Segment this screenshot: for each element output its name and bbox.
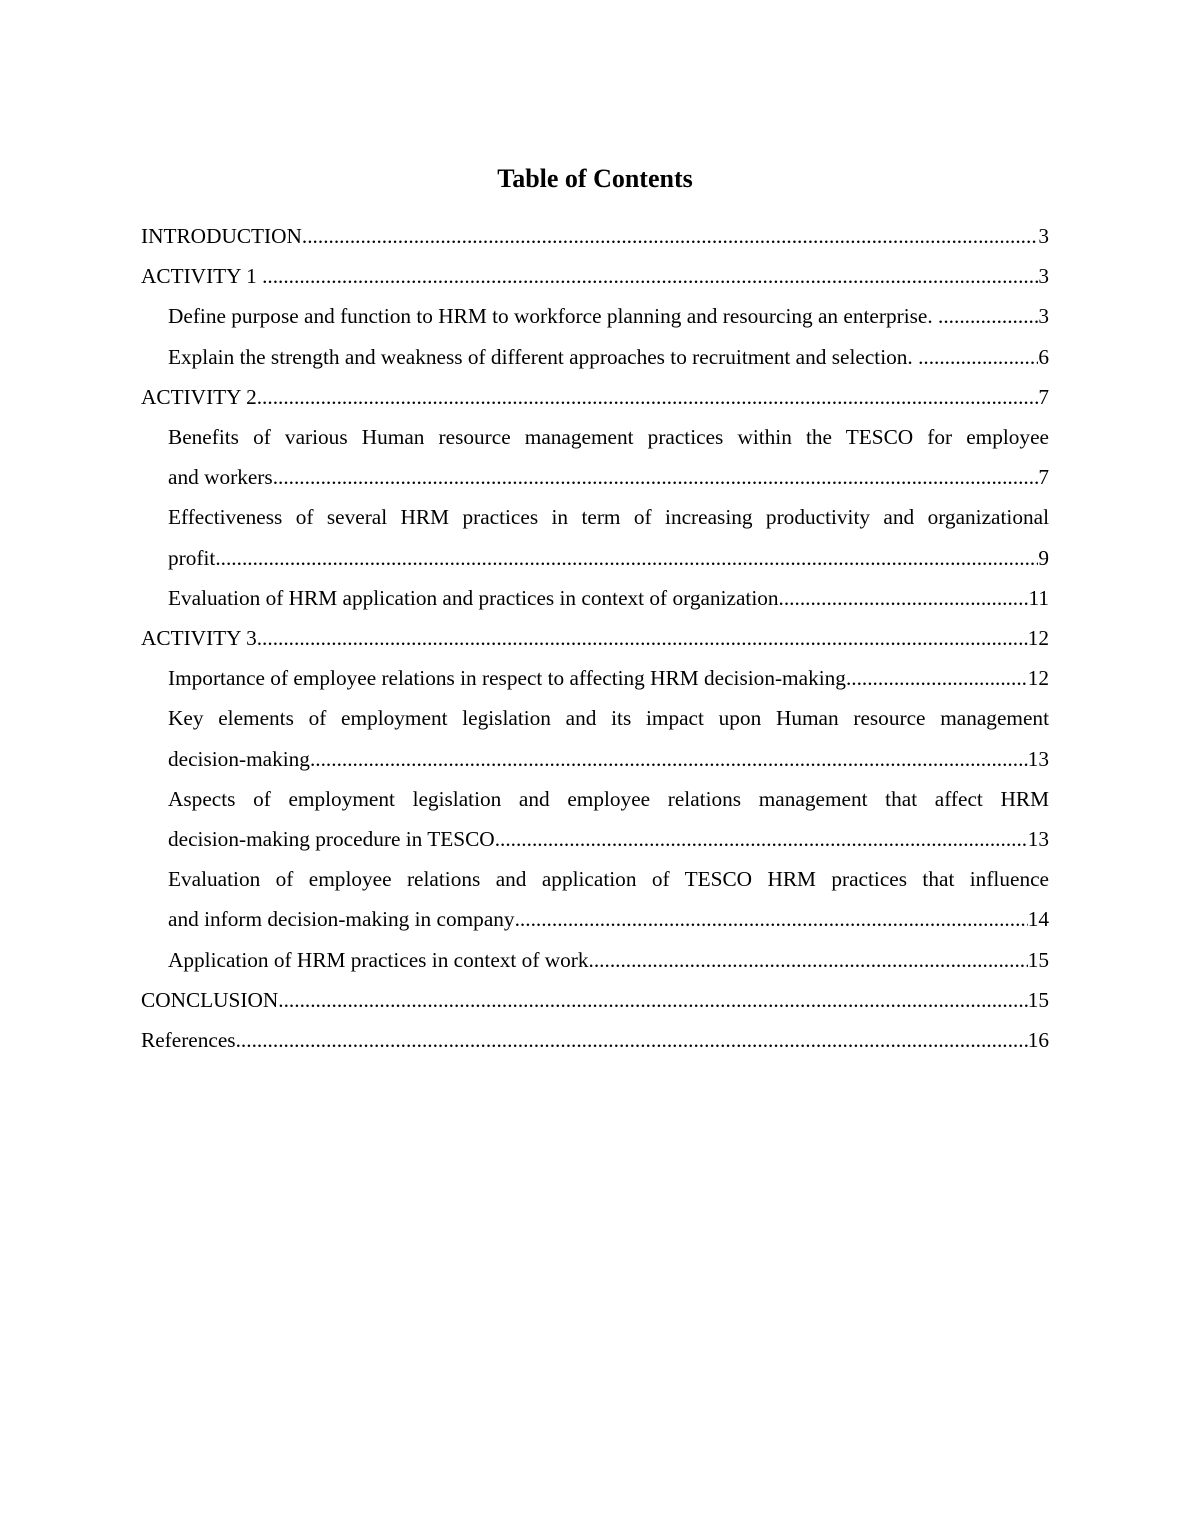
dot-leader [779, 578, 1029, 618]
dot-leader [257, 377, 1039, 417]
toc-entry-label: References [141, 1028, 236, 1053]
toc-page-number: 15 [1027, 987, 1049, 1012]
toc-entry-label: Importance of employee relations in respect to affecting HRM decision-making [168, 666, 846, 691]
toc-entry-activity-2[interactable] [141, 377, 1049, 417]
dot-leader [918, 337, 1038, 377]
toc-entry-label-line-2: and workers [168, 465, 273, 490]
dot-leader [236, 1020, 1028, 1060]
toc-entry-conclusion[interactable] [141, 980, 1049, 1020]
dot-leader [257, 618, 1028, 658]
toc-entry-label: Evaluation of HRM application and practices in context of organization [168, 585, 779, 610]
dot-leader [515, 899, 1028, 939]
toc-entry-evaluation-hrm-application[interactable] [168, 578, 1049, 618]
dot-leader [495, 819, 1028, 859]
toc-page-number: 13 [1027, 827, 1049, 852]
toc-entry-define-purpose[interactable] [168, 296, 1049, 336]
dot-leader [589, 940, 1028, 980]
toc-entry-label-line-1: Key elements of employment legislation and its impact upon Human resource management [168, 706, 1049, 731]
toc-entry-application-hrm[interactable] [168, 940, 1049, 980]
toc-entry-importance-employee-relations[interactable] [168, 658, 1049, 698]
dot-leader [302, 216, 1038, 256]
toc-entry-label-line-1: Benefits of various Human resource management practices within the TESCO for employee [168, 425, 1049, 450]
toc-entry-activity-3[interactable] [141, 618, 1049, 658]
toc-entry-evaluation-employee-relations[interactable] [168, 859, 1049, 939]
toc-entry-label-line-2: decision-making procedure in TESCO [168, 827, 495, 852]
toc-page-number: 11 [1028, 585, 1049, 610]
toc-entry-label-line-1: Evaluation of employee relations and application of TESCO HRM practices that influence [168, 867, 1049, 892]
toc-page-number: 7 [1038, 384, 1049, 409]
toc-entry-label: INTRODUCTION [141, 224, 302, 248]
dot-leader [215, 538, 1038, 578]
toc-entry-key-elements[interactable] [168, 698, 1049, 778]
toc-page-number: 13 [1027, 746, 1049, 771]
dot-leader [846, 658, 1028, 698]
toc-entry-label: Define purpose and function to HRM to workforce planning and resourcing an enterprise. [168, 304, 939, 329]
toc-entry-label: ACTIVITY 3 [141, 626, 257, 651]
toc-page-number: 7 [1038, 465, 1049, 490]
toc-entry-label-line-1: Aspects of employment legislation and employee relations management that affect HRM [168, 786, 1049, 811]
toc-entry-label-line-1: Effectiveness of several HRM practices in term of increasing productivity and organizational [168, 505, 1049, 530]
toc-page-number: 12 [1027, 666, 1049, 691]
toc-entry-explain-strength[interactable] [168, 337, 1049, 377]
dot-leader [262, 256, 1038, 296]
toc-entry-label: Explain the strength and weakness of different approaches to recruitment and selection. [168, 344, 919, 369]
toc-entry-label: Application of HRM practices in context of work [168, 947, 589, 972]
toc-page-number: 15 [1027, 947, 1049, 972]
toc-entry-references[interactable] [141, 1020, 1049, 1060]
toc-page-number: 14 [1027, 907, 1049, 932]
toc-entry-label-line-2: and inform decision-making in company [168, 907, 515, 932]
dot-leader [310, 739, 1028, 779]
dot-leader [273, 457, 1039, 497]
toc-entry-label: CONCLUSION [141, 987, 279, 1012]
dot-leader [938, 296, 1038, 336]
toc-entry-label-line-2: decision-making [168, 746, 310, 771]
toc-entry-activity-1[interactable] [141, 256, 1049, 296]
toc-page-number: 6 [1038, 344, 1049, 369]
page-title: Table of Contents [497, 164, 693, 193]
toc-entry-label: ACTIVITY 1 [141, 264, 263, 289]
toc-entry-introduction[interactable] [141, 216, 1049, 256]
toc-page-number: 3 [1038, 224, 1049, 248]
toc-page-number: 3 [1038, 264, 1049, 289]
toc-entry-benefits-hrm[interactable] [168, 417, 1049, 497]
toc-page-number: 3 [1038, 304, 1049, 329]
table-of-contents [141, 216, 1049, 1060]
dot-leader [278, 980, 1027, 1020]
toc-entry-label-line-2: profit [168, 545, 216, 570]
toc-page-number: 16 [1027, 1028, 1049, 1053]
toc-entry-effectiveness[interactable] [168, 497, 1049, 577]
toc-page-number: 9 [1038, 545, 1049, 570]
toc-entry-label: ACTIVITY 2 [141, 384, 257, 409]
toc-entry-aspects-legislation[interactable] [168, 779, 1049, 859]
toc-page-number: 12 [1027, 626, 1049, 651]
